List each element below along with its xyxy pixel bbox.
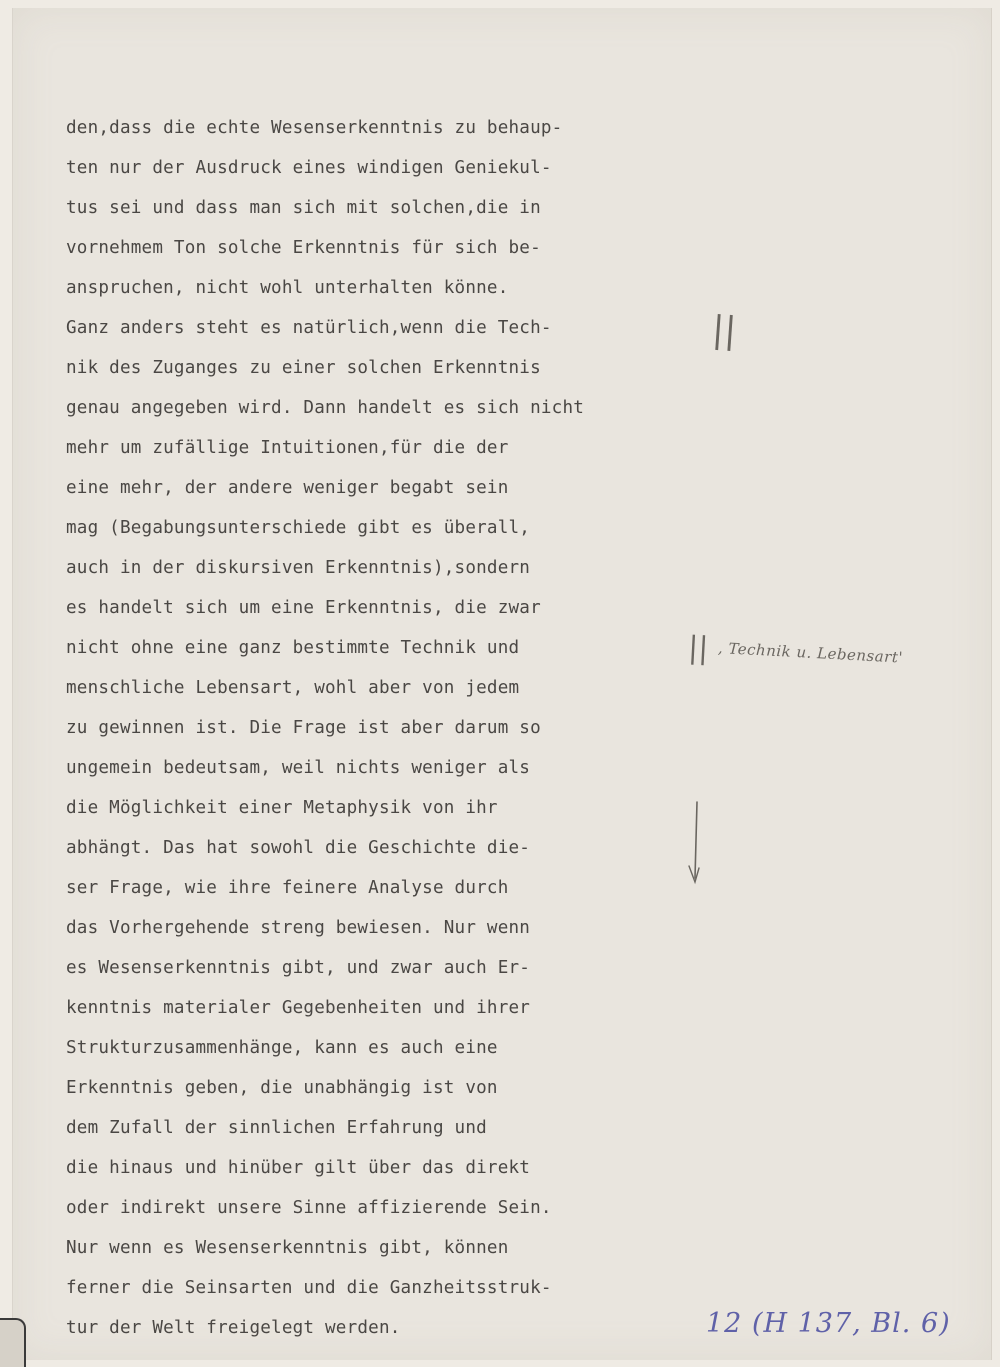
- text-line: die hinaus und hinüber gilt über das direkt: [66, 1158, 531, 1178]
- archive-folio-number: 12 (H 137, Bl. 6): [706, 1308, 951, 1339]
- margin-mark-double-bar: ||: [687, 630, 710, 667]
- text-line: mehr um zufällige Intuitionen,für die der: [66, 438, 509, 458]
- text-line: oder indirekt unsere Sinne affizierende Sein.: [66, 1198, 552, 1218]
- text-line: Nur wenn es Wesenserkenntnis gibt, können: [66, 1238, 509, 1258]
- margin-arrow-down-icon: [684, 800, 708, 888]
- text-line: es handelt sich um eine Erkenntnis, die zwar: [66, 598, 541, 618]
- text-line: dem Zufall der sinnlichen Erfahrung und: [66, 1118, 487, 1138]
- text-line: abhängt. Das hat sowohl die Geschichte die-: [66, 838, 531, 858]
- text-line: auch in der diskursiven Erkenntnis),sondern: [66, 558, 531, 578]
- text-line: zu gewinnen ist. Die Frage ist aber darum so: [66, 718, 541, 738]
- text-line: die Möglichkeit einer Metaphysik von ihr: [66, 798, 498, 818]
- typescript-body: [66, 108, 706, 1348]
- text-line: nicht ohne eine ganz bestimmte Technik und: [66, 638, 520, 658]
- text-line: anspruchen, nicht wohl unterhalten könne.: [66, 278, 509, 298]
- text-line: ferner die Seinsarten und die Ganzheitsstruk-: [66, 1278, 552, 1298]
- text-line: den,dass die echte Wesenserkenntnis zu behaup-: [66, 118, 563, 138]
- text-line: kenntnis materialer Gegebenheiten und ihrer: [66, 998, 531, 1018]
- text-line: ungemein bedeutsam, weil nichts weniger als: [66, 758, 531, 778]
- text-line: ten nur der Ausdruck eines windigen Geniekul-: [66, 158, 552, 178]
- text-line: Ganz anders steht es natürlich,wenn die Tech-: [66, 318, 552, 338]
- text-line: tur der Welt freigelegt werden.: [66, 1318, 401, 1338]
- text-line: Erkenntnis geben, die unabhängig ist von: [66, 1078, 498, 1098]
- binding-clip: [0, 1318, 26, 1367]
- text-line: menschliche Lebensart, wohl aber von jedem: [66, 678, 520, 698]
- text-line: es Wesenserkenntnis gibt, und zwar auch Er-: [66, 958, 531, 978]
- text-line: vornehmem Ton solche Erkenntnis für sich be-: [66, 238, 541, 258]
- text-line: mag (Begabungsunterschiede gibt es überall,: [66, 518, 531, 538]
- text-line: das Vorhergehende streng bewiesen. Nur wenn: [66, 918, 531, 938]
- text-line: genau angegeben wird. Dann handelt es sich nicht: [66, 398, 585, 418]
- text-line: ser Frage, wie ihre feinere Analyse durch: [66, 878, 509, 898]
- margin-note-text: , Technik u. Lebensart': [717, 638, 904, 667]
- text-line: tus sei und dass man sich mit solchen,die in: [66, 198, 541, 218]
- text-line: eine mehr, der andere weniger begabt sein: [66, 478, 509, 498]
- margin-mark-double-bar: ||: [710, 309, 738, 352]
- text-line: nik des Zuganges zu einer solchen Erkenntnis: [66, 358, 541, 378]
- text-line: Strukturzusammenhänge, kann es auch eine: [66, 1038, 498, 1058]
